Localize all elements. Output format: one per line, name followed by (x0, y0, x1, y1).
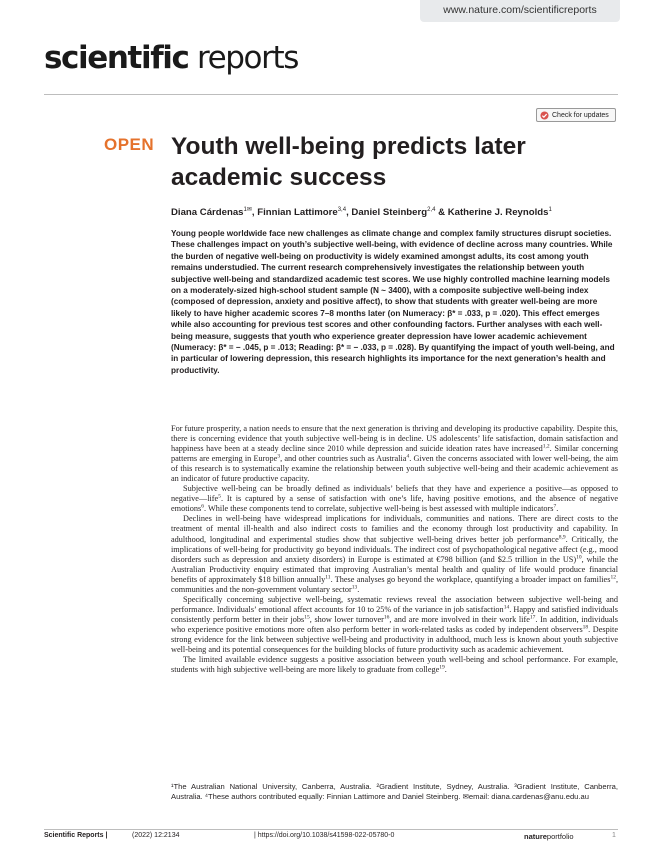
publisher-logo-portfolio: portfolio (546, 832, 574, 841)
body-paragraph (171, 655, 618, 675)
body-text-run: . Critically, the implications of well-being for productivity go beyond individuals. The indirect cost of psychopathological negative affect (e.g., mood disorders such as depression and anxiety disorders) in Europe is estimated at €798 billion (and $2.5 trillion in the US) (171, 534, 618, 564)
body-text-run: , while the Australian Productivity enquiry estimated that improving Australian’s mental health and quality of life would produce financial benefits of approximately $18 billion annually (171, 554, 618, 584)
citation-ref[interactable]: 14 (503, 604, 510, 611)
author-name[interactable]: , Daniel Steinberg (346, 207, 428, 219)
body-text-run: . Happy and satisfied individuals consistently perform better in their jobs (171, 604, 618, 624)
body-text-run: The limited available evidence suggests a positive association between youth well-being and school performance. For example, students with high subjective well-being are more likely to graduate from college (171, 655, 618, 675)
footer-journal-name: Scientific Reports | (44, 832, 108, 839)
article-body (171, 424, 618, 675)
abstract: Young people worldwide face new challenges as climate change and complex family structures disrupt societies. These challenges impact on youth’s subjective well-being, with evidence of decline across many countries. While the burden of negative well-being on productivity is widely examined amongst adults, its cost among youth remains understudied. The current research comprehensively investigates the relationship between youth subjective well-being and standardized academic test scores. We use highly controlled machine learning models on a moderately-sized high-school student sample (N ~ 3400), with a composite subjective well-being index (composed of depression, anxiety and positive affect), to show that students with greater well-being are more likely to have higher academic scores 7–8 months later (on Numeracy: β* = .033, p = .020). This effect emerges while also accounting for previous test scores and other confounding factors. Further analyses with each well-being measure, suggests that youth who experience greater depression have lower academic achievement (Numeracy: β* = − .045, p = .013; Reading: β* = − .033, p = .028). By quantifying the impact of youth well-being, and in particular of lowering depression, this research highlights its importance for the next generation’s health and productivity. (171, 229, 615, 375)
header-divider (44, 94, 618, 95)
masthead-scientific: scientific (44, 40, 189, 76)
citation-ref[interactable]: 5 (218, 493, 221, 500)
footer-divider (44, 829, 618, 830)
body-text-run: . Despite strong evidence for the link between subjective well-being and productivity in adulthood, much less is known about youth subjective well-being and its potential consequences for the building blocks of future productivity such as academic achievement. (171, 624, 618, 655)
page-footer (44, 832, 618, 844)
body-text-run: . It is captured by a sense of satisfaction with one’s life, having positive emotions, and the absence of negative emotions (171, 494, 618, 514)
citation-ref[interactable]: 16 (383, 614, 390, 621)
publisher-logo-nature: nature (524, 832, 547, 841)
body-text-run: Subjective well-being can be broadly defined as individuals’ beliefs that they have and experience a positive—as opposed to negative—life (171, 484, 618, 504)
author-affiliation-sup[interactable]: 1✉ (243, 207, 252, 213)
journal-masthead[interactable] (44, 40, 298, 76)
author-name[interactable]: , Finnian Lattimore (251, 207, 338, 219)
masthead-reports: reports (188, 40, 298, 76)
author-affiliation-sup: 1 (548, 207, 552, 213)
body-text-run: , communities and the non-government voluntary sector (171, 574, 618, 594)
body-text-run: . These analyses go beyond the workplace, quantifying a broader impact on families (330, 574, 611, 584)
journal-url-tab[interactable]: www.nature.com/scientificreports (420, 0, 620, 22)
citation-ref[interactable]: 3 (277, 453, 281, 460)
author-name[interactable]: Diana Cárdenas (171, 207, 244, 219)
footer-volume: (2022) 12:2134 (132, 832, 180, 839)
body-paragraph (171, 424, 618, 484)
open-access-label: OPEN (104, 135, 155, 154)
body-text-run: , and other countries such as Australia (280, 454, 407, 464)
body-text-run: . Similar concerning patterns are emerging in Europe (171, 444, 618, 464)
body-text-run: Declines in well-being have widespread implications for individuals, communities and nations. There are direct costs to the treatment of mental ill-health and also indirect costs to families and the economy through lost productivity and capability. In adulthood, longitudinal and experimental studies show that subjective well-being drives better job performance (171, 514, 618, 544)
citation-ref[interactable]: 8,9 (558, 533, 566, 540)
footer-doi-link[interactable]: | https://doi.org/10.1038/s41598-022-05780-0 (254, 832, 395, 839)
citation-ref[interactable]: 12 (610, 573, 616, 580)
body-text-run: . (444, 665, 447, 675)
article-title: Youth well-being predicts later academic success (171, 133, 526, 191)
page-number: 1 (612, 832, 616, 839)
body-paragraph (171, 514, 618, 594)
body-text-run: For future prosperity, a nation needs to ensure that the next generation is thriving and developing its productive capability. Despite this, there is concerning evidence that youth subjective well-being is in decline. US adolescents’ life satisfaction, domain satisfaction and happiness have been at a steady decline since 2010 while depression and suicide ideation rates have increased (171, 424, 618, 454)
affiliations-footnote: ¹The Australian National University, Canberra, Australia. ²Gradient Institute, Sydney, Australia. ³Gradient Institute, Canberra, Australia. ⁴These authors contributed equally: Finnian Lattimore and Daniel Steinberg. ✉email: diana.cardenas@anu.edu.au (171, 782, 618, 801)
body-text-run: , show lower turnover (309, 614, 384, 624)
body-paragraph (171, 484, 618, 514)
author-affiliation-sup: 3,4 (337, 207, 347, 213)
citation-ref[interactable]: 19 (439, 664, 445, 671)
check-for-updates-label: Check for updates (552, 111, 609, 119)
body-text-run: Specifically concerning subjective well-being, systematic reviews reveal the association between subjective well-being and performance. Individuals’ emotional affect accounts for 10 to 25% of the variance in job satisfaction (171, 594, 618, 614)
body-text-run: . Given the concerns associated with lower well-being, the aim of this research is to systematically examine the relationship between youth subjective well-being and their academic achievement as an indicator of future productive capacity. (171, 454, 619, 484)
citation-ref[interactable]: 10 (576, 553, 582, 560)
body-text-run: . While these components tend to correlate, subjective well-being is best assessed with multiple indicators (204, 504, 554, 514)
citation-ref[interactable]: 6 (201, 503, 204, 510)
citation-ref[interactable]: 1,2 (542, 443, 550, 450)
citation-ref[interactable]: 13 (351, 584, 358, 590)
citation-ref[interactable]: 17 (529, 614, 536, 621)
author-affiliation-sup: 2,4 (427, 207, 436, 213)
citation-ref[interactable]: 15 (304, 614, 310, 621)
author-list (171, 206, 621, 218)
body-text-run: , and are more involved in their work life (389, 614, 530, 624)
body-text-run: . In addition, individuals who experience positive emotions more often also perform better in work-related tasks as coded by independent observers (171, 614, 619, 634)
crossmark-icon (540, 111, 549, 120)
check-for-updates-button[interactable] (536, 108, 616, 122)
body-text-run: . (357, 584, 360, 594)
publisher-logo[interactable] (524, 832, 574, 841)
citation-ref[interactable]: 7 (553, 503, 557, 510)
body-paragraph (171, 595, 618, 655)
citation-ref[interactable]: 11 (325, 573, 331, 580)
citation-ref[interactable]: 18 (582, 624, 589, 631)
author-name[interactable]: & Katherine J. Reynolds (435, 207, 549, 219)
citation-ref[interactable]: 4 (406, 453, 410, 460)
body-text-run: . (556, 504, 559, 514)
